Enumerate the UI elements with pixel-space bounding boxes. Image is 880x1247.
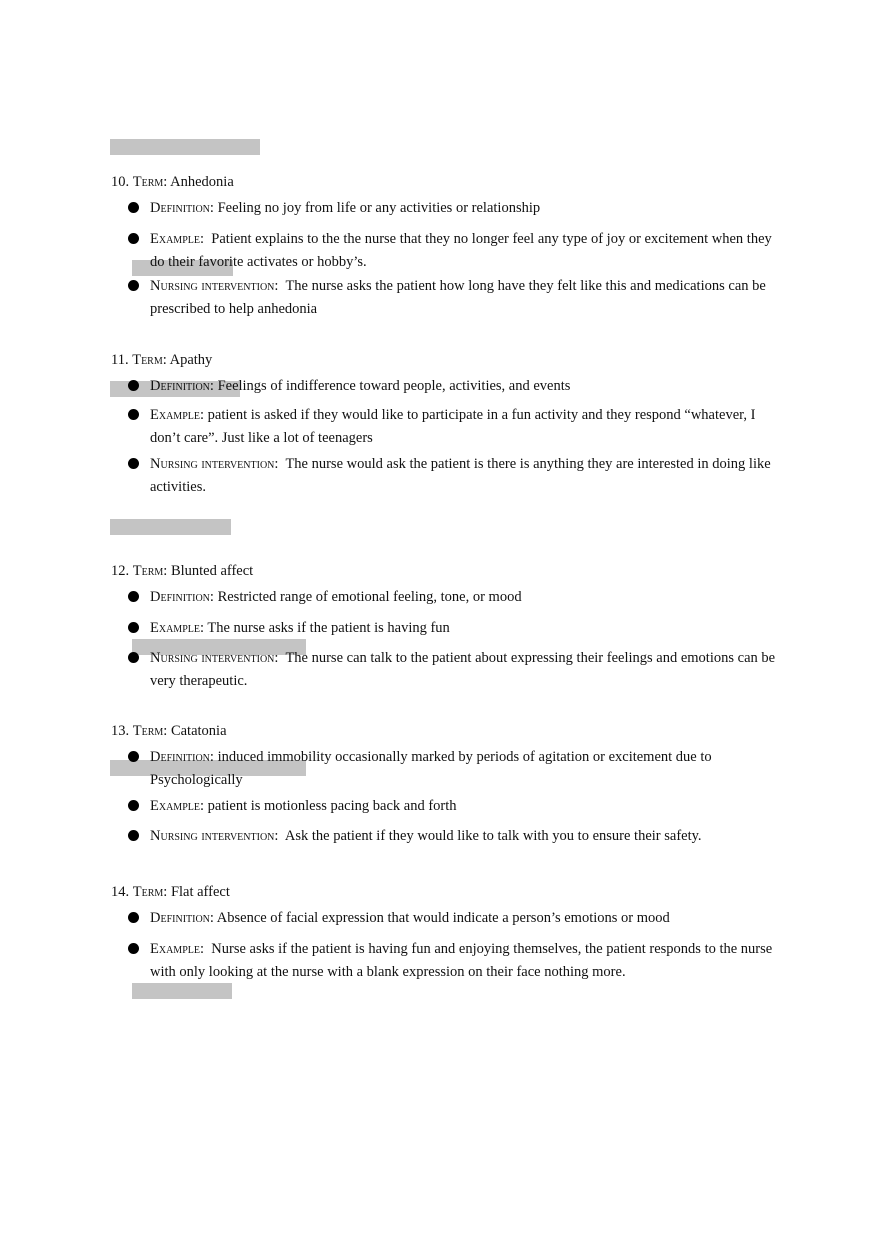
term-number: 12. <box>111 563 130 579</box>
definition-text: Feelings of indifference toward people, activities, and events <box>217 378 571 394</box>
definition-text: Feeling no joy from life or any activities or relationship <box>217 200 541 216</box>
term-heading: 14. Term: Flat affect <box>111 884 230 900</box>
example-text: patient is asked if they would like to participate in a fun activity and they respond “whatever, I don’t care”. Just like a lot of teenagers <box>150 407 756 446</box>
example-item: Example: patient is motionless pacing back and forth <box>128 795 778 818</box>
example-item: Example: The nurse asks if the patient is having fun <box>128 617 778 640</box>
term-number: 14. <box>111 884 130 900</box>
term-label: Term <box>132 723 164 739</box>
term-heading: 10. Term: Anhedonia <box>111 174 234 190</box>
redaction-bar <box>110 139 260 155</box>
term-number: 13. <box>111 723 130 739</box>
bullet-icon <box>128 458 139 469</box>
bullet-icon <box>128 409 139 420</box>
definition-item: Definition: Feelings of indifference toward people, activities, and events <box>128 375 778 398</box>
example-item: Example: patient is asked if they would like to participate in a fun activity and they respond “whatever, I don’t care”. Just like a lot of teenagers <box>128 404 778 449</box>
intervention-label: Nursing intervention <box>150 828 275 844</box>
example-label: Example <box>150 941 200 957</box>
intervention-text: The nurse asks the patient how long have they felt like this and medications can be prescribed to help anhedonia <box>150 278 766 317</box>
definition-label: Definition <box>150 749 210 765</box>
definition-text: Absence of facial expression that would indicate a person’s emotions or mood <box>216 910 670 926</box>
example-text: patient is motionless pacing back and forth <box>207 798 457 814</box>
intervention-text: The nurse would ask the patient is there is anything they are interested in doing like activities. <box>150 456 771 495</box>
definition-item: Definition: Absence of facial expression that would indicate a person’s emotions or mood <box>128 907 778 930</box>
intervention-label: Nursing intervention <box>150 456 275 472</box>
intervention-item: Nursing intervention: Ask the patient if they would like to talk with you to ensure their safety. <box>128 825 778 848</box>
term-name: Anhedonia <box>170 174 234 190</box>
bullet-icon <box>128 280 139 291</box>
example-item: Example: Nurse asks if the patient is having fun and enjoying themselves, the patient responds to the nurse with only looking at the nurse with a blank expression on their face nothing more. <box>128 938 778 983</box>
term-label: Term <box>132 352 163 368</box>
definition-label: Definition <box>150 378 210 394</box>
term-name: Apathy <box>169 352 213 368</box>
example-text: Patient explains to the the nurse that they no longer feel any type of joy or excitement when they do their favorite activates or hobby’s. <box>150 231 772 270</box>
definition-item: Definition: Feeling no joy from life or any activities or relationship <box>128 197 778 220</box>
bullet-icon <box>128 652 139 663</box>
example-label: Example <box>150 798 200 814</box>
term-heading: 11. Term: Apathy <box>111 352 213 368</box>
definition-item: Definition: induced immobility occasionally marked by periods of agitation or excitement due to Psychologically <box>128 746 778 791</box>
term-heading: 12. Term: Blunted affect <box>111 563 254 579</box>
example-label: Example <box>150 620 200 636</box>
bullet-icon <box>128 800 139 811</box>
term-label: Term <box>132 884 164 900</box>
term-label: Term <box>132 174 164 190</box>
bullet-icon <box>128 830 139 841</box>
term-name: Catatonia <box>170 723 227 739</box>
example-label: Example <box>150 407 200 423</box>
term-name: Flat affect <box>170 884 230 900</box>
definition-label: Definition <box>150 589 210 605</box>
bullet-icon <box>128 591 139 602</box>
redaction-bar <box>132 983 232 999</box>
bullet-icon <box>128 380 139 391</box>
example-text: Nurse asks if the patient is having fun and enjoying themselves, the patient responds to the nurse with only looking at the nurse with a blank expression on their face nothing more. <box>150 941 773 980</box>
bullet-icon <box>128 912 139 923</box>
bullet-icon <box>128 202 139 213</box>
bullet-icon <box>128 751 139 762</box>
term-label: Term <box>132 563 164 579</box>
definition-text: Restricted range of emotional feeling, tone, or mood <box>217 589 522 605</box>
intervention-item: Nursing intervention: The nurse would ask the patient is there is anything they are interested in doing like activities. <box>128 453 778 498</box>
example-label: Example <box>150 231 200 247</box>
definition-label: Definition <box>150 910 210 926</box>
intervention-label: Nursing intervention <box>150 650 275 666</box>
term-name: Blunted affect <box>170 563 254 579</box>
intervention-text: The nurse can talk to the patient about expressing their feelings and emotions can be very therapeutic. <box>150 650 776 689</box>
example-item: Example: Patient explains to the the nurse that they no longer feel any type of joy or excitement when they do their favorite activates or hobby’s. <box>128 228 778 273</box>
intervention-item: Nursing intervention: The nurse can talk to the patient about expressing their feelings and emotions can be very therapeutic. <box>128 647 778 692</box>
intervention-text: Ask the patient if they would like to talk with you to ensure their safety. <box>284 828 702 844</box>
term-number: 11. <box>111 352 129 368</box>
intervention-item: Nursing intervention: The nurse asks the patient how long have they felt like this and medications can be prescribed to help anhedonia <box>128 275 778 320</box>
term-heading: 13. Term: Catatonia <box>111 723 227 739</box>
redaction-bar <box>110 519 231 535</box>
bullet-icon <box>128 622 139 633</box>
definition-item: Definition: Restricted range of emotional feeling, tone, or mood <box>128 586 778 609</box>
intervention-label: Nursing intervention <box>150 278 275 294</box>
bullet-icon <box>128 233 139 244</box>
example-text: The nurse asks if the patient is having fun <box>207 620 450 636</box>
definition-text: induced immobility occasionally marked by periods of agitation or excitement due to Psychologically <box>150 749 712 788</box>
term-number: 10. <box>111 174 130 190</box>
definition-label: Definition <box>150 200 210 216</box>
bullet-icon <box>128 943 139 954</box>
